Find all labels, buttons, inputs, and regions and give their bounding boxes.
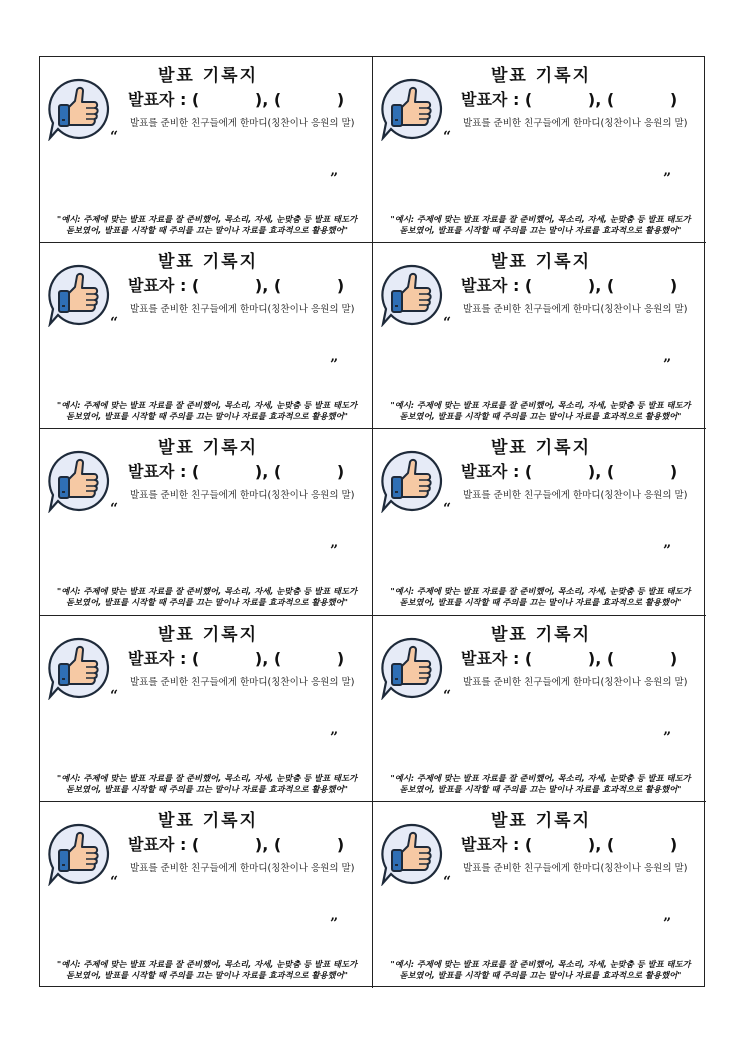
presenter-field: 발표자 : ( ), ( ) [461, 276, 678, 296]
prompt-text: 발표를 준비한 친구들에게 한마디(칭찬이나 응원의 말) [463, 862, 688, 874]
card-title: 발표 기록지 [158, 438, 259, 459]
record-card [40, 802, 373, 988]
thumbs-up-icon [379, 449, 443, 513]
record-card [373, 802, 706, 988]
close-quote: ” [663, 543, 672, 560]
example-line-1: "예시: 주제에 맞는 발표 자료를 잘 준비했어, 목소리, 자세, 눈맞춤 등 발표 태도가 [390, 958, 691, 969]
example-line-2: 돋보였어, 발표를 시작할 때 주의를 끄는 말이나 자료를 효과적으로 활용했어" [66, 225, 348, 235]
example-line-2: 돋보였어, 발표를 시작할 때 주의를 끄는 말이나 자료를 효과적으로 활용했어" [66, 969, 348, 980]
example-line-2: 돋보였어, 발표를 시작할 때 주의를 끄는 말이나 자료를 효과적으로 활용했어" [399, 969, 682, 980]
presenter-field: 발표자 : ( ), ( ) [461, 90, 678, 109]
thumbs-up-icon [46, 636, 110, 700]
prompt-text: 발표를 준비한 친구들에게 한마디(칭찬이나 응원의 말) [130, 304, 355, 316]
close-quote: ” [330, 729, 339, 746]
thumbs-up-icon [46, 822, 110, 886]
prompt-text: 발표를 준비한 친구들에게 한마디(칭찬이나 응원의 말) [130, 490, 355, 502]
presenter-field: 발표자 : ( ), ( ) [128, 462, 345, 482]
example-line-1: "예시: 주제에 맞는 발표 자료를 잘 준비했어, 목소리, 자세, 눈맞춤 등 발표 태도가 [56, 214, 358, 224]
example-line-1: "예시: 주제에 맞는 발표 자료를 잘 준비했어, 목소리, 자세, 눈맞춤 등 발표 태도가 [390, 772, 691, 783]
card-title: 발표 기록지 [491, 438, 592, 459]
example-text [46, 214, 368, 236]
card-title: 발표 기록지 [491, 810, 592, 831]
record-card [373, 429, 706, 615]
thumbs-up-icon [46, 449, 110, 513]
prompt-text: 발표를 준비한 친구들에게 한마디(칭찬이나 응원의 말) [130, 862, 355, 874]
presenter-field: 발표자 : ( ), ( ) [128, 276, 345, 296]
open-quote: “ [110, 315, 119, 332]
thumbs-up-icon [379, 822, 443, 886]
card-title: 발표 기록지 [158, 66, 259, 86]
example-text [46, 773, 368, 795]
open-quote: “ [443, 873, 452, 890]
thumbs-up-icon [379, 636, 443, 700]
presenter-field: 발표자 : ( ), ( ) [128, 90, 345, 109]
record-card [373, 57, 706, 243]
close-quote: ” [330, 543, 339, 560]
example-text [379, 586, 702, 608]
example-line-1: "예시: 주제에 맞는 발표 자료를 잘 준비했어, 목소리, 자세, 눈맞춤 등 발표 태도가 [56, 586, 358, 597]
open-quote: “ [110, 687, 119, 704]
example-line-2: 돋보였어, 발표를 시작할 때 주의를 끄는 말이나 자료를 효과적으로 활용했어" [399, 411, 682, 422]
prompt-text: 발표를 준비한 친구들에게 한마디(칭찬이나 응원의 말) [463, 676, 688, 688]
thumbs-up-icon [46, 263, 110, 327]
example-text [379, 400, 702, 422]
card-title: 발표 기록지 [491, 252, 592, 273]
card-title: 발표 기록지 [158, 624, 259, 645]
example-line-1: "예시: 주제에 맞는 발표 자료를 잘 준비했어, 목소리, 자세, 눈맞춤 등 발표 태도가 [56, 400, 358, 411]
example-line-2: 돋보였어, 발표를 시작할 때 주의를 끄는 말이나 자료를 효과적으로 활용했어" [399, 597, 682, 608]
close-quote: ” [663, 357, 672, 374]
example-line-2: 돋보였어, 발표를 시작할 때 주의를 끄는 말이나 자료를 효과적으로 활용했어" [66, 597, 348, 608]
open-quote: “ [443, 315, 452, 332]
example-line-1: "예시: 주제에 맞는 발표 자료를 잘 준비했어, 목소리, 자세, 눈맞춤 등 발표 태도가 [390, 214, 691, 224]
card-title: 발표 기록지 [158, 810, 259, 831]
record-sheet [39, 56, 705, 987]
record-card [40, 57, 373, 243]
example-line-2: 돋보였어, 발표를 시작할 때 주의를 끄는 말이나 자료를 효과적으로 활용했어" [66, 783, 348, 794]
example-line-2: 돋보였어, 발표를 시작할 때 주의를 끄는 말이나 자료를 효과적으로 활용했어" [399, 225, 682, 235]
example-text [379, 959, 702, 981]
close-quote: ” [663, 729, 672, 746]
example-text [379, 214, 702, 236]
record-card [40, 616, 373, 802]
open-quote: “ [110, 873, 119, 890]
prompt-text: 발표를 준비한 친구들에게 한마디(칭찬이나 응원의 말) [463, 304, 688, 316]
record-card [40, 429, 373, 615]
thumbs-up-icon [379, 77, 443, 141]
thumbs-up-icon [379, 263, 443, 327]
example-line-1: "예시: 주제에 맞는 발표 자료를 잘 준비했어, 목소리, 자세, 눈맞춤 등 발표 태도가 [56, 772, 358, 783]
presenter-field: 발표자 : ( ), ( ) [461, 834, 678, 854]
record-card [40, 243, 373, 429]
close-quote: ” [330, 357, 339, 374]
card-title: 발표 기록지 [491, 624, 592, 645]
prompt-text: 발표를 준비한 친구들에게 한마디(칭찬이나 응원의 말) [130, 118, 355, 129]
example-line-1: "예시: 주제에 맞는 발표 자료를 잘 준비했어, 목소리, 자세, 눈맞춤 등 발표 태도가 [390, 400, 691, 411]
prompt-text: 발표를 준비한 친구들에게 한마디(칭찬이나 응원의 말) [463, 118, 688, 129]
example-line-2: 돋보였어, 발표를 시작할 때 주의를 끄는 말이나 자료를 효과적으로 활용했어" [66, 411, 348, 422]
record-card [373, 616, 706, 802]
example-line-1: "예시: 주제에 맞는 발표 자료를 잘 준비했어, 목소리, 자세, 눈맞춤 등 발표 태도가 [390, 586, 691, 597]
open-quote: “ [443, 129, 452, 145]
presenter-field: 발표자 : ( ), ( ) [128, 834, 345, 854]
record-card [373, 243, 706, 429]
open-quote: “ [110, 501, 119, 518]
example-text [46, 400, 368, 422]
close-quote: ” [663, 915, 672, 932]
example-line-2: 돋보였어, 발표를 시작할 때 주의를 끄는 말이나 자료를 효과적으로 활용했어" [399, 783, 682, 794]
presenter-field: 발표자 : ( ), ( ) [128, 648, 345, 668]
example-text [379, 773, 702, 795]
prompt-text: 발표를 준비한 친구들에게 한마디(칭찬이나 응원의 말) [130, 676, 355, 688]
open-quote: “ [443, 687, 452, 704]
open-quote: “ [110, 129, 119, 145]
example-text [46, 959, 368, 981]
close-quote: ” [330, 915, 339, 932]
presenter-field: 발표자 : ( ), ( ) [461, 648, 678, 668]
open-quote: “ [443, 501, 452, 518]
example-text [46, 586, 368, 608]
close-quote: ” [663, 171, 672, 187]
thumbs-up-icon [46, 77, 110, 141]
card-title: 발표 기록지 [158, 252, 259, 273]
close-quote: ” [330, 171, 339, 187]
example-line-1: "예시: 주제에 맞는 발표 자료를 잘 준비했어, 목소리, 자세, 눈맞춤 등 발표 태도가 [56, 958, 358, 969]
prompt-text: 발표를 준비한 친구들에게 한마디(칭찬이나 응원의 말) [463, 490, 688, 502]
card-title: 발표 기록지 [491, 66, 592, 86]
presenter-field: 발표자 : ( ), ( ) [461, 462, 678, 482]
